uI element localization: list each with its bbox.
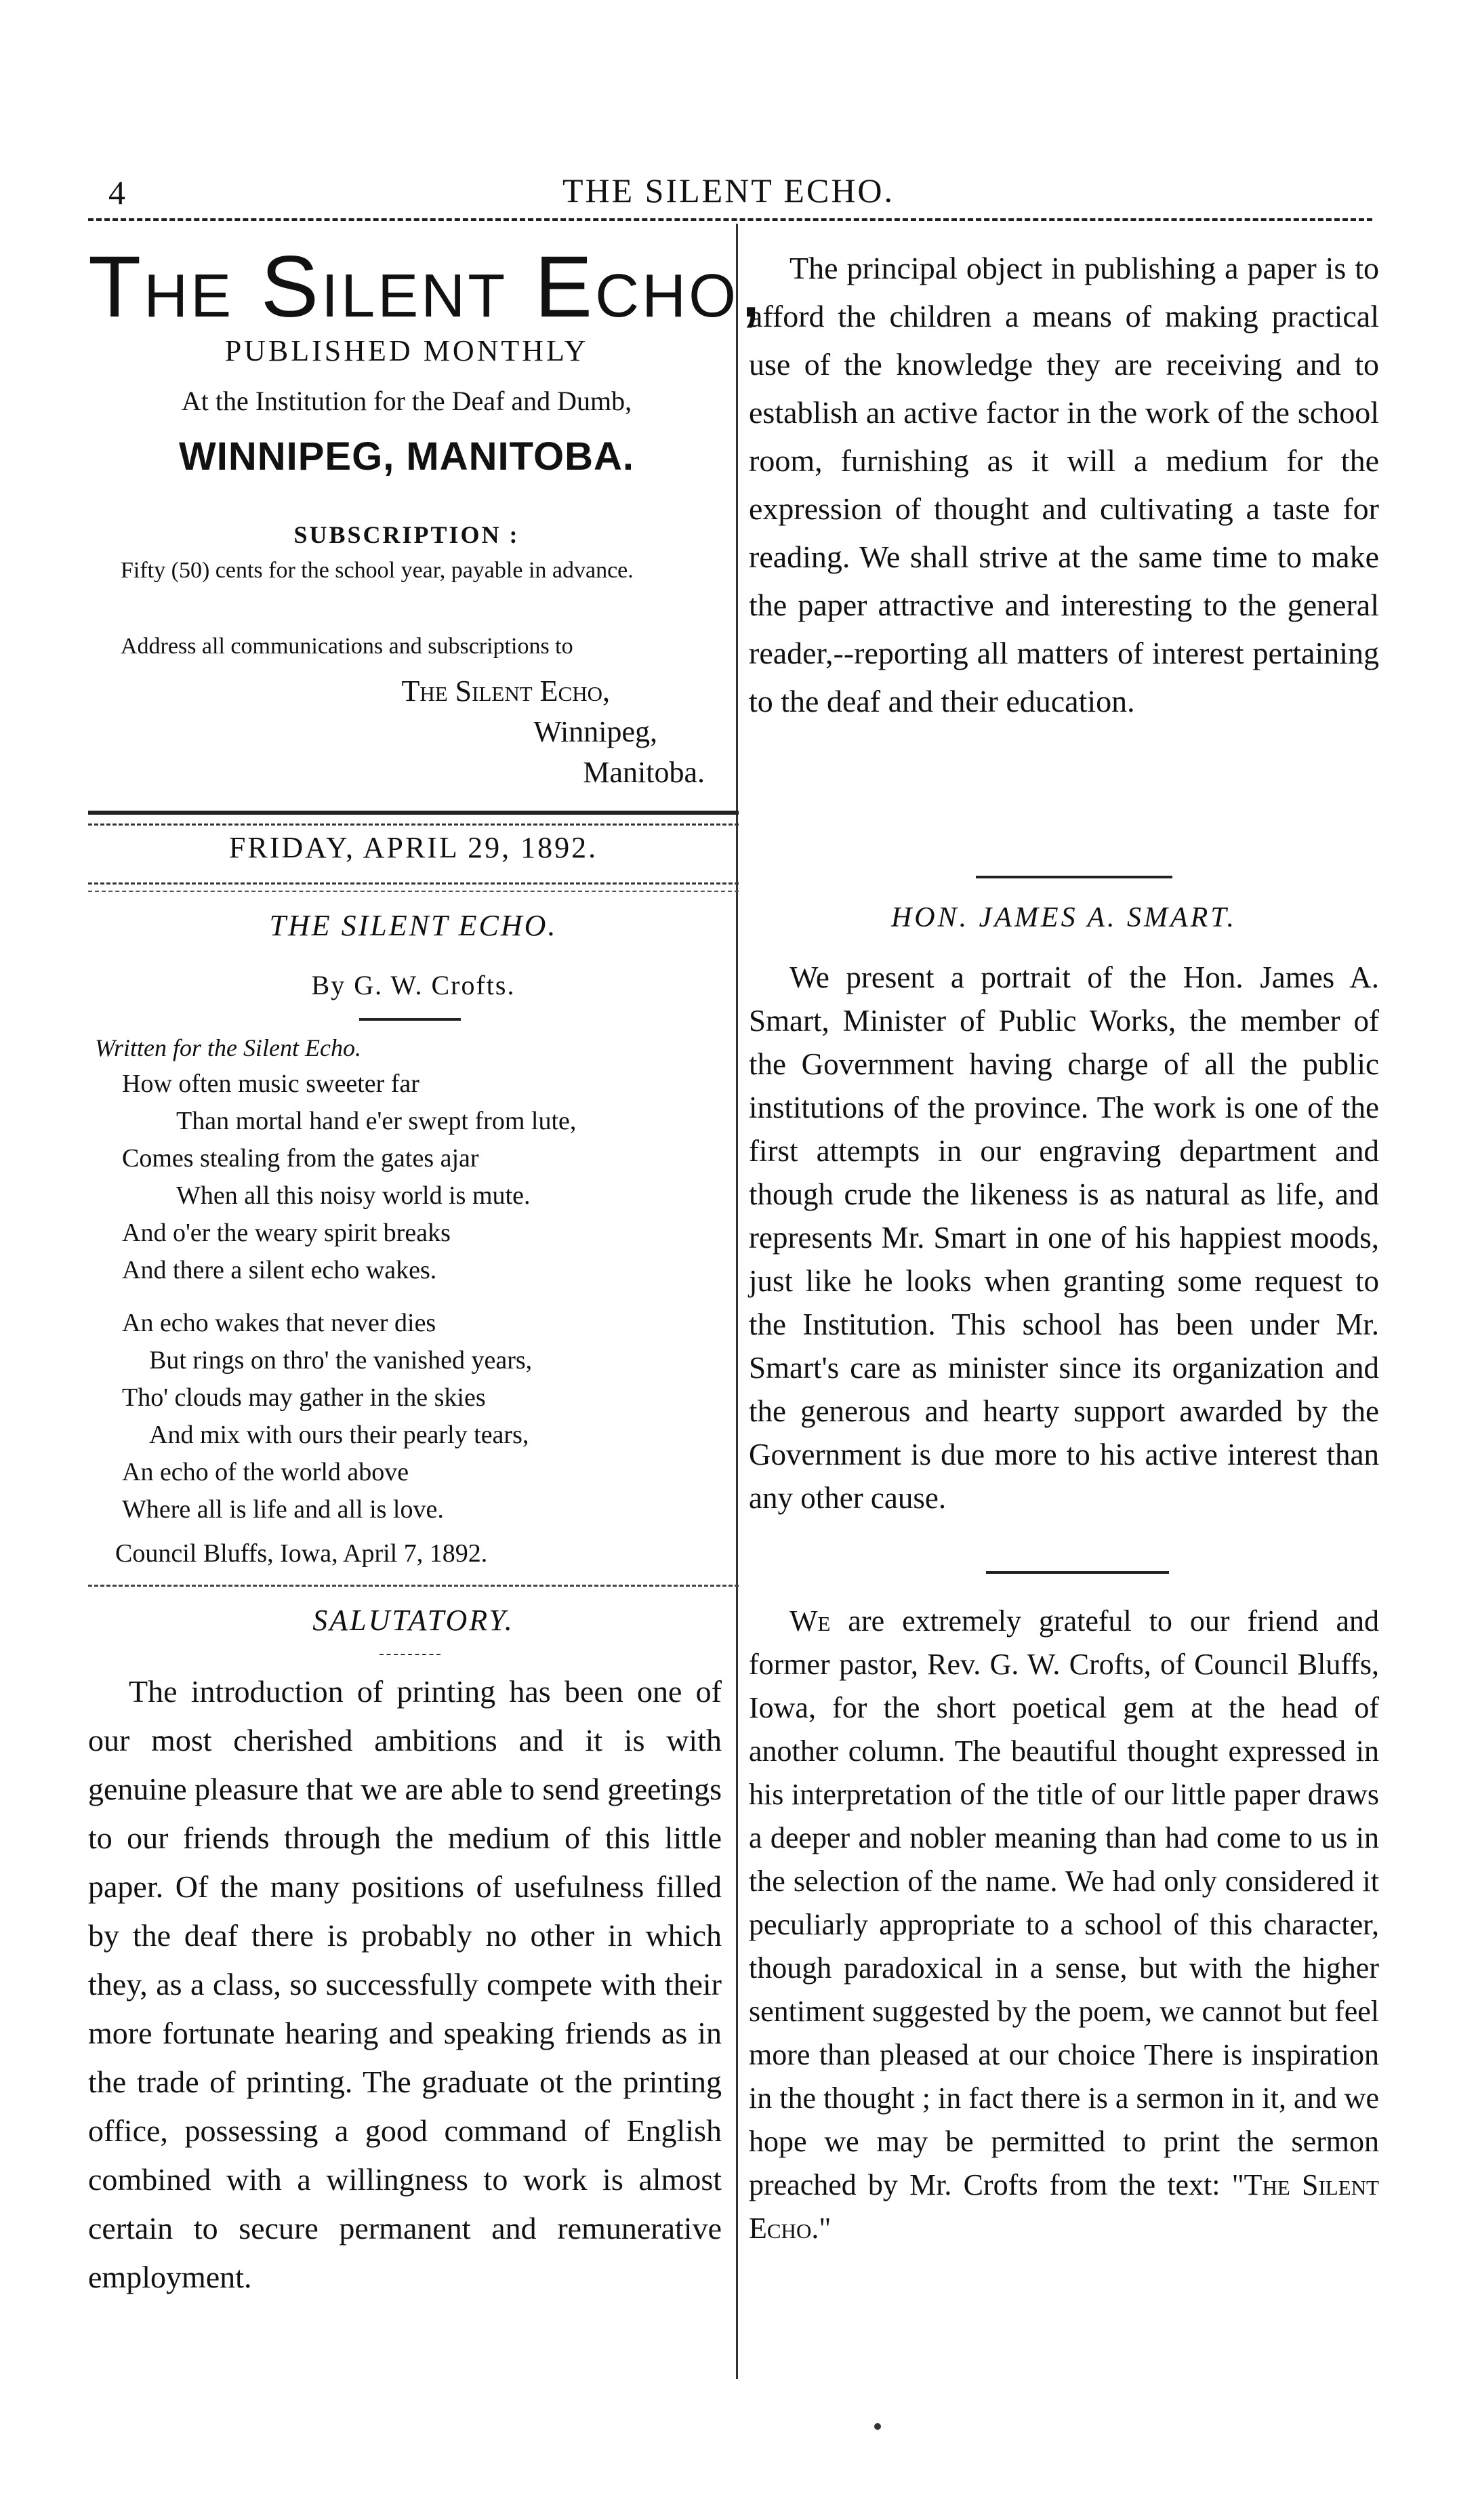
principal-object-paragraph: The principal object in publishing a paper is to afford the children a means of making practical use of the knowledge they are receiving and to establish an active factor in the work of the school room, furnishing as it will a medium for the expression of thought and cultivating a taste for reading. We shall strive at the same time to make the paper attractive and interesting to the general reader,--reporting all matters of interest pertaining to the deaf and their education. [749,251,1379,718]
poem-byline: By G. W. Crofts. [311,970,516,1000]
section-rule [986,1571,1169,1574]
masthead-rule-dashed [88,824,739,826]
poem-stanza-2 [95,1305,718,1528]
salutatory-body: The introduction of printing has been one of our most cherished ambitions and it is with genuine pleasure that we are able to send greetings to our friends through the medium of this little paper. Of the many positions of usefulness filled by the deaf there is probably no other in which they, as a class, so successfully compete with their more fortunate hearing and speaking friends as in the trade of printing. The graduate ot the printing office, possessing a good command of English combined with a willingness to work is almost certain to secure permanent and remunerative employment. [88,1674,722,2294]
salutatory-title: SALUTATORY. [312,1604,514,1637]
dateline: FRIDAY, APRIL 29, 1892. [228,831,598,864]
grateful-body: are extremely grateful to our friend and former pastor, Rev. G. W. Crofts, of Council Bluffs, Iowa, for the short poetical gem at the head of another column. The beautiful thought expressed in his interpretation of the title of our little paper draws a deeper and nobler meaning than had come to us in the selection of the name. We had only considered it peculiarly appropriate to a school of this character, though paradoxical in a sense, but with the higher sentiment suggested by the poem, we cannot but feel more than pleased at our choice There is inspiration in the thought ; in fact there is a sermon in it, and we hope we may be permitted to print the sermon preached by Mr. Crofts from the text: [749,1604,1379,2201]
poem-line: And mix with ours their pearly tears, [149,1421,529,1449]
dateline-rule [88,882,739,885]
poem-line: Where all is life and all is love. [122,1495,444,1524]
running-title: THE SILENT ECHO. [562,171,895,209]
poem-line: An echo wakes that never dies [122,1309,436,1337]
page-dot [874,2423,881,2430]
grateful-lead: We [789,1604,831,1638]
poem-line: Comes stealing from the gates ajar [122,1144,479,1173]
column-divider [736,224,738,2379]
section-rule [976,876,1172,878]
subscription-text: Fifty (50) cents for the school year, payable in advance. [121,558,634,583]
poem-line: When all this noisy world is mute. [176,1181,531,1210]
page-number: 4 [108,174,125,211]
poem-line: An echo of the world above [122,1458,409,1486]
subscription-heading: SUBSCRIPTION : [293,521,520,548]
address-block [88,671,705,793]
published-monthly: PUBLISHED MONTHLY [224,334,589,367]
dateline-rule-2 [88,891,739,892]
address-line-1: The Silent Echo, [401,674,610,708]
masthead-title: The Silent Echo, [88,239,766,336]
poem-stanza-1 [95,1065,718,1289]
grateful-paragraph [749,1600,1379,2250]
poem-line: Tho' clouds may gather in the skies [122,1383,486,1412]
header-rule [88,218,1372,221]
address-line-3: Manitoba. [583,756,705,789]
masthead-rule [88,811,739,815]
address-line-2: Winnipeg, [533,715,657,748]
address-text: Address all communications and subscriptions to [121,634,573,659]
poem-line: Than mortal hand e'er swept from lute, [176,1107,577,1135]
poem-title: THE SILENT ECHO. [269,909,558,942]
poem-line: And there a silent echo wakes. [122,1256,437,1284]
hon-smart-body: We present a portrait of the Hon. James A. Smart, Minister of Public Works, the member of the Government having charge of all the public institutions of the province. The work is one of the first attempts in our engraving department and though crude the likeness is as natural as life, and represents Mr. Smart in one of his happiest moods, just like he looks when granting some request to the Institution. This school has been under Mr. Smart's care as minister since its organization and the generous and hearty support awarded by the Government is due more to his active interest than any other cause. [749,960,1379,1515]
poem-line: And o'er the weary spirit breaks [122,1219,451,1247]
section-rule [88,1585,739,1587]
grateful-quote: "The Silent Echo." [749,2168,1379,2245]
poem-place-date: Council Bluffs, Iowa, April 7, 1892. [115,1539,488,1568]
written-for: Written for the Silent Echo. [95,1034,361,1061]
poem-line: How often music sweeter far [122,1070,419,1098]
byline-rule [359,1018,461,1021]
city-line: WINNIPEG, MANITOBA. [178,434,635,479]
institution-line: At the Institution for the Deaf and Dumb, [181,386,632,416]
hon-smart-title: HON. JAMES A. SMART. [890,902,1237,933]
poem-line: But rings on thro' the vanished years, [149,1346,533,1375]
salutatory-rule [379,1654,440,1655]
